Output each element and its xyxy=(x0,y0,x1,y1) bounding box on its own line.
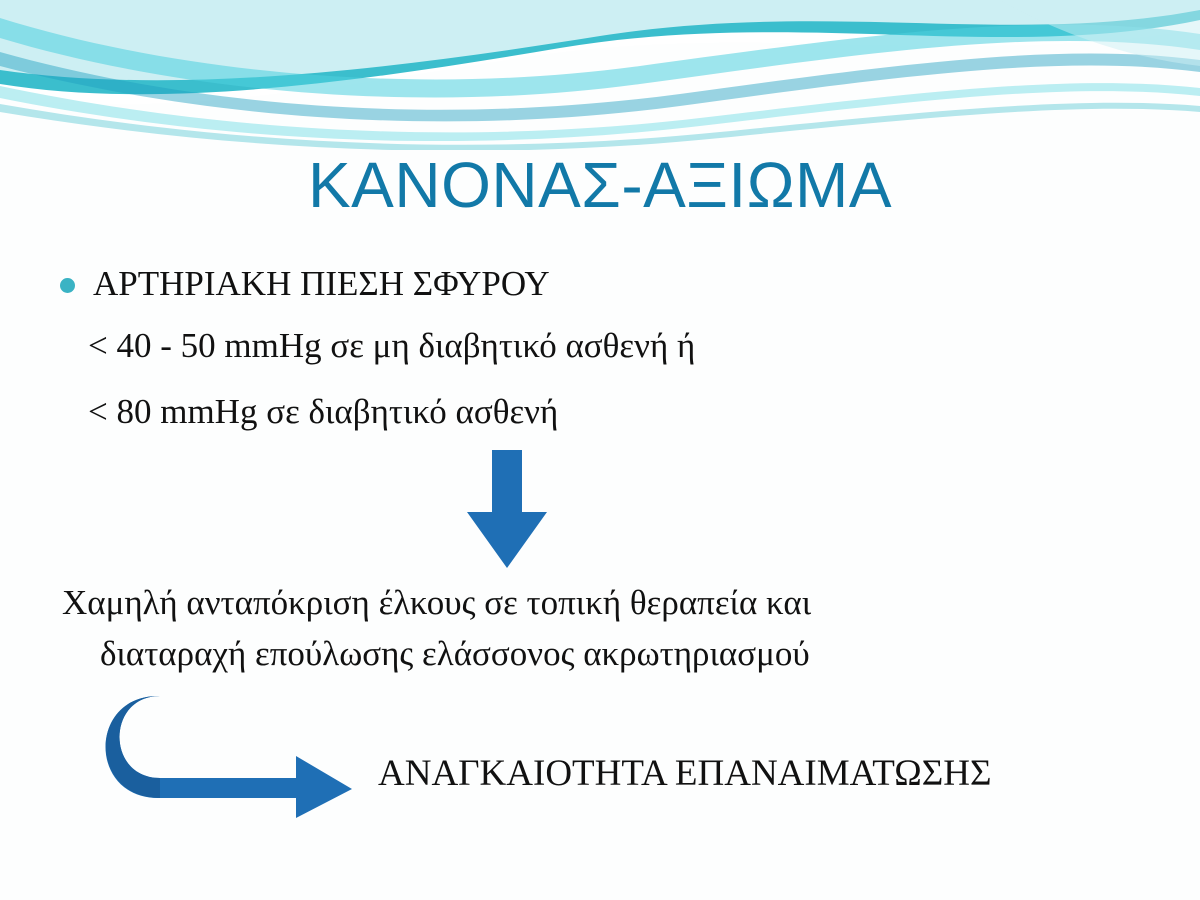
outcome-paragraph-line-2: διαταραχή επούλωσης ελάσσονος ακρωτηριασμού xyxy=(100,633,810,673)
header-decoration xyxy=(0,0,1200,150)
pressure-threshold-diabetic: < 80 mmHg σε διαβητικό ασθενή xyxy=(88,392,559,431)
pressure-threshold-nondiabetic: < 40 - 50 mmHg σε μη διαβητικό ασθενή ή xyxy=(88,326,696,365)
down-arrow-icon xyxy=(462,450,552,570)
bullet-item-1 xyxy=(60,264,1160,304)
curved-arrow-icon xyxy=(100,690,390,820)
outcome-paragraph-line-1: Χαμηλή ανταπόκριση έλκους σε τοπική θεραπεία και xyxy=(62,583,812,622)
bullet-dot-icon xyxy=(60,278,75,293)
outcome-paragraph xyxy=(62,578,1142,680)
page-title: ΚΑΝΟΝΑΣ-ΑΞΙΩΜΑ xyxy=(307,149,893,221)
conclusion-text: ΑΝΑΓΚΑΙΟΤΗΤΑ ΕΠΑΝΑΙΜΑΤΩΣΗΣ xyxy=(378,753,992,794)
bullet-item-1-label: ΑΡΤΗΡΙΑΚΗ ΠΙΕΣΗ ΣΦΥΡΟΥ xyxy=(93,264,550,303)
